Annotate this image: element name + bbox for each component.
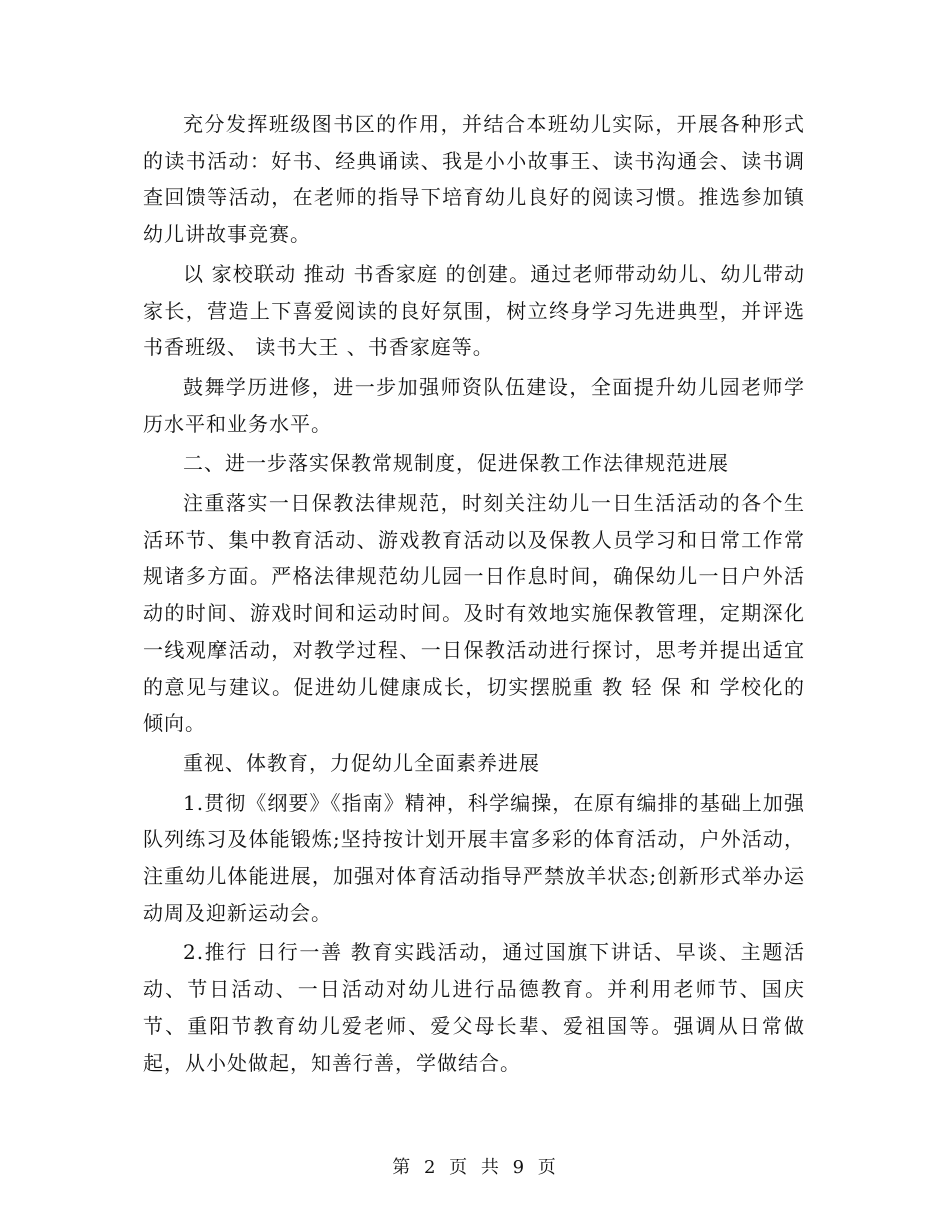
paragraph-teacher-education: 鼓舞学历进修，进一步加强师资队伍建设，全面提升幼儿园老师学历水平和业务水平。 — [143, 374, 805, 436]
paragraph-home-school: 以 家校联动 推动 书香家庭 的创建。通过老师带动幼儿、幼儿带动家长，营造上下喜爱阅读的良好氛围，树立终身学习先进典型，并评选书香班级、 读书大王 、书香家庭等。 — [143, 261, 805, 360]
section-heading-care-education: 二、进一步落实保教常规制度，促进保教工作法律规范进展 — [183, 451, 729, 476]
paragraph-item-1: 1.贯彻《纲要》《指南》精神，科学编操，在原有编排的基础上加强队列练习及体能锻炼;坚持按计划开展丰富多彩的体育活动，户外活动，注重幼儿体能进展，加强对体育活动指导严禁放羊状态;创新形式举办运动周及迎新运动会。 — [143, 790, 805, 925]
paragraph-item-2: 2.推行 日行一善 教育实践活动，通过国旗下讲话、早谈、主题活动、节日活动、一日活动对幼儿进行品德教育。并利用老师节、国庆节、重阳节教育幼儿爱老师、爱父母长辈、爱祖国等。强调从日常做起，从小处做起，知善行善，学做结合。 — [143, 940, 805, 1075]
paragraph-daily-routine: 注重落实一日保教法律规范，时刻关注幼儿一日生活活动的各个生活环节、集中教育活动、游戏教育活动以及保教人员学习和日常工作常规诸多方面。严格法律规范幼儿园一日作息时间，确保幼儿一日户外活动的时间、游戏时间和运动时间。及时有效地实施保教管理，定期深化一线观摩活动，对教学过程、一日保教活动进行探讨，思考并提出适宜的意见与建议。促进幼儿健康成长，切实摆脱重 教 轻 保 和 学校化的倾向。 — [143, 491, 805, 736]
document-body — [143, 106, 805, 1081]
paragraph-reading-activities: 充分发挥班级图书区的作用，并结合本班幼儿实际，开展各种形式的读书活动：好书、经典诵读、我是小小故事王、读书沟通会、读书调查回馈等活动，在老师的指导下培育幼儿良好的阅读习惯。推选参加镇幼儿讲故事竞赛。 — [143, 112, 805, 247]
page-number-footer: 第 2 页 共 9 页 — [392, 1157, 558, 1178]
section-heading-physical-education: 重视、体教育，力促幼儿全面素养进展 — [183, 750, 540, 775]
